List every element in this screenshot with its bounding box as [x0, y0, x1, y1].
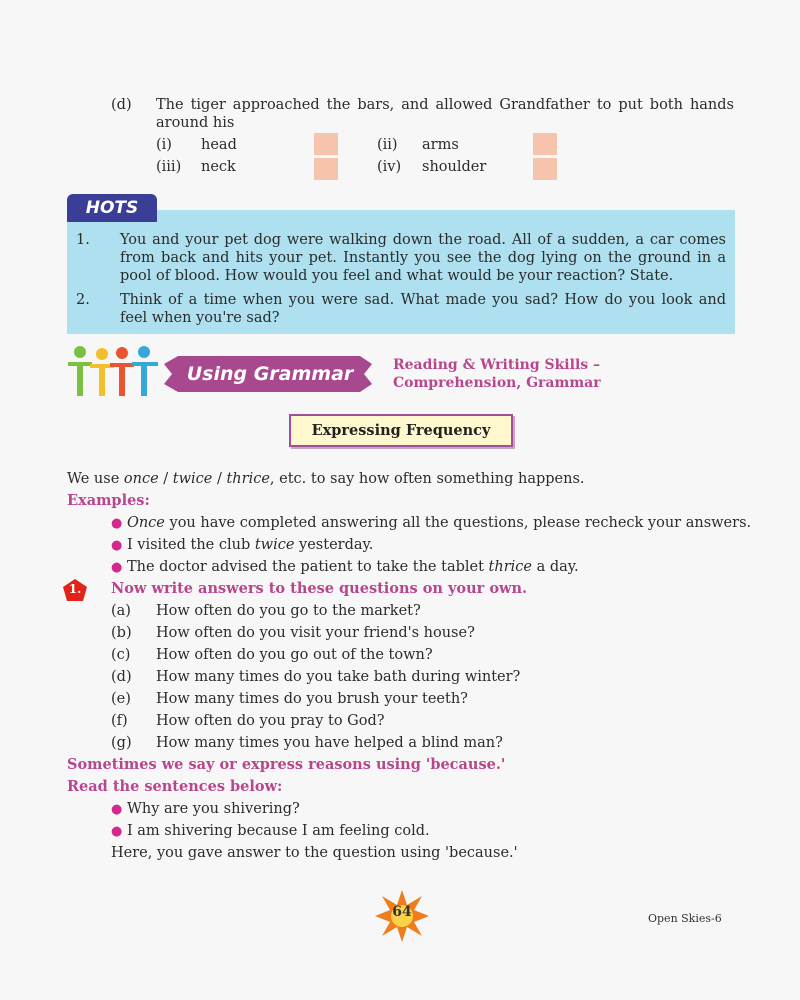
answer-box[interactable]: [314, 158, 338, 180]
question-text: How many times you have helped a blind man?: [156, 735, 503, 751]
read-sentences-heading: Read the sentences below:: [67, 778, 283, 795]
answer-box[interactable]: [533, 133, 557, 155]
question-label: (g): [111, 735, 132, 751]
exercise-badge-number: 1.: [68, 582, 82, 596]
sentence-2: [111, 822, 430, 841]
question-label: (c): [111, 647, 131, 663]
bullet-icon: ●: [111, 824, 123, 839]
example-2-em: twice: [254, 537, 295, 553]
option-num: (iii): [156, 159, 182, 175]
question-label: (b): [111, 625, 132, 641]
sentence-2-text: I am shivering because I am feeling cold.: [126, 823, 430, 839]
intro-line: [67, 470, 585, 488]
intro-sep: /: [212, 471, 227, 487]
question-text: How often do you visit your friend's house?: [156, 625, 475, 641]
topic-title: Expressing Frequency: [311, 422, 491, 439]
option-text: arms: [422, 137, 459, 153]
intro-word-once: once: [123, 471, 159, 487]
question-label: (e): [111, 691, 131, 707]
examples-heading: Examples:: [67, 492, 150, 509]
example-3-post: a day.: [531, 559, 579, 575]
example-1-em: Once: [126, 515, 165, 531]
option-num: (iv): [377, 159, 402, 175]
bullet-icon: ●: [111, 560, 123, 575]
option-text: shoulder: [422, 159, 487, 175]
hots-item-num: 2.: [76, 292, 90, 308]
option-text: head: [201, 137, 237, 153]
option-num: (i): [156, 137, 172, 153]
example-2-post: yesterday.: [294, 537, 374, 553]
question-text: How often do you pray to God?: [156, 713, 385, 729]
example-1-rest: you have completed answering all the questions, please recheck your answers.: [164, 515, 752, 531]
intro-post: , etc. to say how often something happens.: [269, 471, 585, 487]
question-text: How many times do you brush your teeth?: [156, 691, 468, 707]
option-num: (ii): [377, 137, 398, 153]
kids-icon: [66, 344, 162, 400]
example-3: [111, 558, 579, 577]
sentence-1: [111, 800, 300, 819]
bullet-icon: ●: [111, 516, 123, 531]
question-text: How many times do you take bath during winter?: [156, 669, 521, 685]
because-note: Here, you gave answer to the question using 'because.': [111, 845, 518, 861]
page-number: 64: [392, 904, 412, 920]
answer-box[interactable]: [533, 158, 557, 180]
intro-word-twice: twice: [172, 471, 213, 487]
bullet-icon: ●: [111, 538, 123, 553]
skills-line-1: Reading & Writing Skills –: [393, 357, 601, 373]
exercise-heading: Now write answers to these questions on your own.: [111, 580, 528, 597]
example-2: [111, 536, 373, 555]
question-label: (a): [111, 603, 131, 619]
option-text: neck: [201, 159, 236, 175]
grammar-banner-title: Using Grammar: [186, 363, 354, 385]
sentence-1-text: Why are you shivering?: [126, 801, 300, 817]
example-2-pre: I visited the club: [126, 537, 255, 553]
question-label: (d): [111, 669, 132, 685]
topic-box: [289, 414, 513, 447]
book-title: Open Skies-6: [648, 912, 722, 925]
hots-item-text: You and your pet dog were walking down the road. All of a sudden, a car comes from back and hits your pet. Instantly you see the dog lying on the ground in a pool of blood. How would you feel and what would be your reaction? State.: [120, 232, 726, 284]
question-d-text: The tiger approached the bars, and allowed Grandfather to put both hands around his: [156, 97, 734, 131]
example-3-em: thrice: [488, 559, 532, 575]
intro-sep: /: [158, 471, 173, 487]
example-3-pre: The doctor advised the patient to take the tablet: [126, 559, 489, 575]
answer-box[interactable]: [314, 133, 338, 155]
question-text: How often do you go out of the town?: [156, 647, 433, 663]
hots-title: HOTS: [67, 194, 157, 222]
intro-word-thrice: thrice: [226, 471, 270, 487]
example-1: [111, 514, 751, 533]
question-text: How often do you go to the market?: [156, 603, 421, 619]
hots-item-num: 1.: [76, 232, 90, 248]
bullet-icon: ●: [111, 802, 123, 817]
intro-pre: We use: [67, 471, 124, 487]
hots-item-text: Think of a time when you were sad. What made you sad? How do you look and feel when you're sad?: [120, 292, 726, 326]
question-d-label: (d): [111, 97, 132, 113]
question-label: (f): [111, 713, 128, 729]
skills-line-2: Comprehension, Grammar: [393, 375, 601, 391]
because-heading: Sometimes we say or express reasons using 'because.': [67, 756, 506, 773]
